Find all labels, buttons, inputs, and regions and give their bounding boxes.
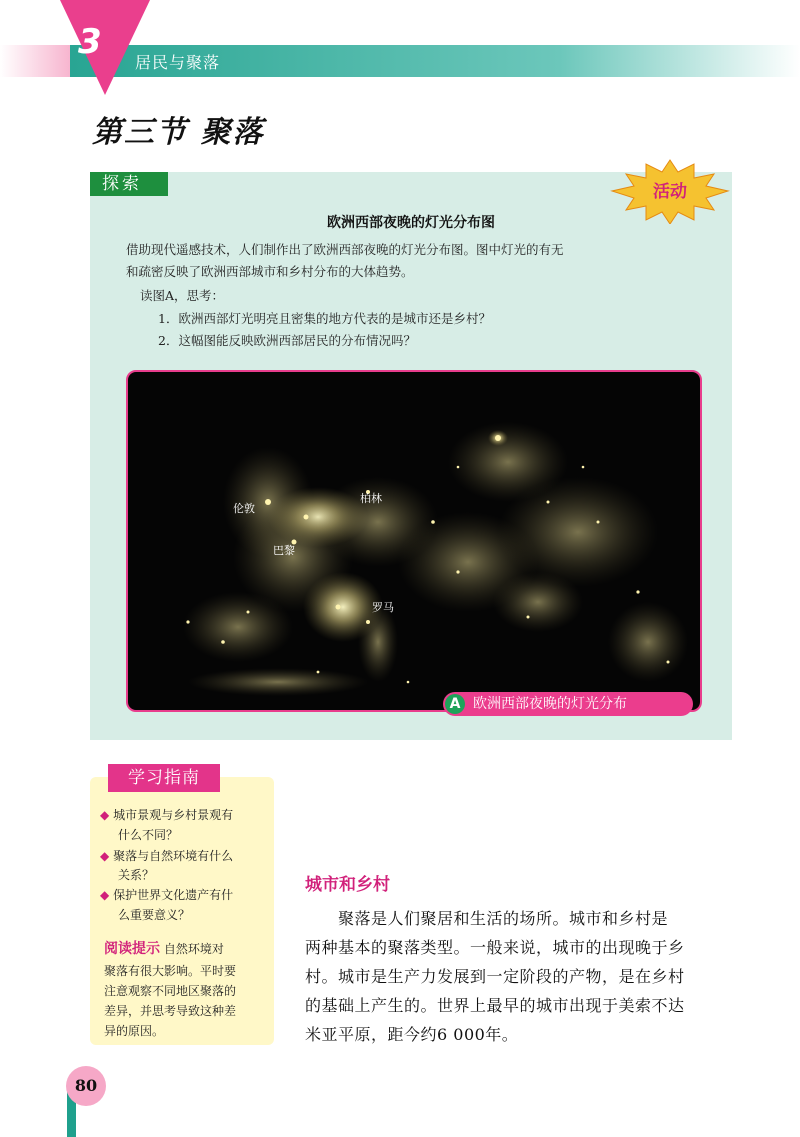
chapter-header-band	[0, 0, 800, 95]
reading-tip-text: 异的原因。	[104, 1024, 165, 1038]
map-city-label: 柏林	[360, 492, 382, 505]
page-number: 80	[66, 1066, 106, 1106]
subsection-heading: 城市和乡村	[305, 875, 390, 895]
diamond-bullet-icon: ◆	[100, 849, 110, 863]
chapter-title: 居民与聚落	[135, 53, 221, 72]
activity-label: 活动	[653, 182, 687, 202]
chapter-number: 3	[78, 22, 102, 62]
reading-tip	[104, 940, 224, 959]
diamond-bullet-icon: ◆	[100, 888, 110, 902]
body-text-line: 两种基本的聚落类型。一般来说，城市的出现晚于乡	[305, 938, 685, 957]
body-text-line: 村。城市是生产力发展到一定阶段的产物，是在乡村	[305, 967, 685, 986]
guide-item: ◆ 保护世界文化遗产有什	[100, 888, 234, 902]
explore-question: 1．欧洲西部灯光明亮且密集的地方代表的是城市还是乡村？	[158, 311, 491, 326]
guide-item-continued: 什么不同？	[118, 828, 179, 842]
explore-paragraph-line: 和疏密反映了欧洲西部城市和乡村分布的大体趋势。	[126, 264, 414, 279]
diamond-bullet-icon: ◆	[100, 808, 110, 822]
reading-tip-text: 自然环境对	[163, 942, 224, 956]
reading-tip-text: 注意观察不同地区聚落的	[104, 984, 237, 998]
reading-tip-text: 聚落有很大影响。平时要	[104, 964, 237, 978]
guide-item: ◆ 城市景观与乡村景观有	[100, 808, 234, 822]
reading-tip-text: 差异，并思考导致这种差	[104, 1004, 237, 1018]
body-text-line: 的基础上产生的。世界上最早的城市出现于美索不达	[305, 996, 685, 1015]
map-city-label: 伦敦	[233, 502, 255, 515]
body-text-line: 聚落是人们聚居和生活的场所。城市和乡村是	[338, 909, 669, 928]
explore-question: 2．这幅图能反映欧洲西部居民的分布情况吗？	[158, 333, 416, 348]
explore-title: 欧洲西部夜晚的灯光分布图	[327, 215, 495, 231]
section-title: 第三节 聚落	[92, 115, 265, 150]
map-city-label: 巴黎	[273, 544, 295, 557]
explore-prompt: 读图A，思考：	[140, 288, 225, 303]
map-caption	[443, 692, 693, 716]
guide-item: ◆ 聚落与自然环境有什么	[100, 849, 234, 863]
guide-item-continued: 么重要意义？	[118, 908, 191, 922]
guide-item-continued: 关系？	[118, 868, 155, 882]
study-guide-tab: 学习指南	[108, 764, 220, 792]
map-city-label: 罗马	[372, 601, 394, 614]
explore-tab-label: 探索	[90, 172, 168, 196]
map-lights-image	[128, 372, 700, 710]
body-text-line: 米亚平原，距今约6 000年。	[305, 1025, 519, 1044]
caption-letter-badge: A	[445, 694, 465, 714]
caption-text: 欧洲西部夜晚的灯光分布	[473, 696, 627, 712]
reading-tip-label: 阅读提示	[104, 941, 160, 957]
explore-paragraph-line: 借助现代遥感技术，人们制作出了欧洲西部夜晚的灯光分布图。图中灯光的有无	[126, 242, 564, 257]
europe-night-lights-map	[126, 370, 702, 712]
